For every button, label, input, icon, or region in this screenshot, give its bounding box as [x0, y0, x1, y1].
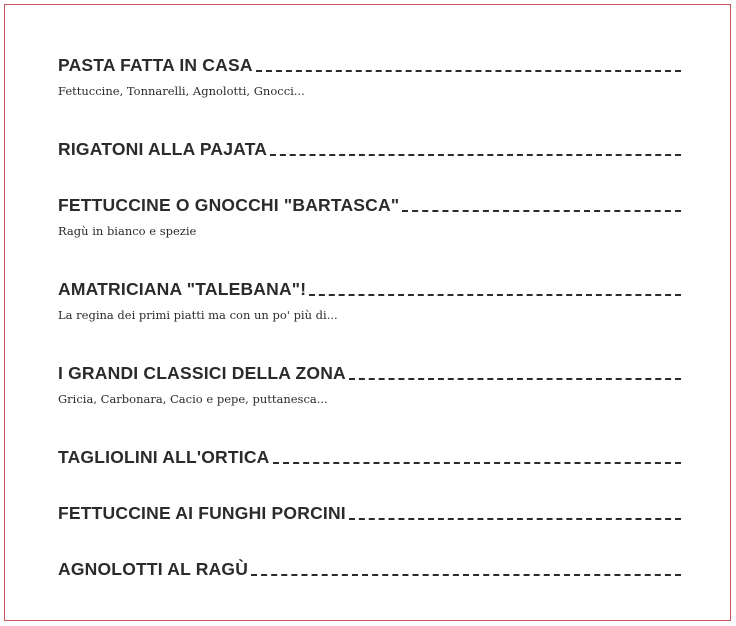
menu-frame — [4, 4, 731, 621]
menu-item — [58, 359, 681, 406]
menu-item-name: RIGATONI ALLA PAJATA — [58, 139, 268, 159]
menu-item — [58, 275, 681, 322]
menu-item-name: I GRANDI CLASSICI DELLA ZONA — [58, 363, 346, 383]
dotted-leader — [349, 378, 681, 380]
dotted-leader — [273, 462, 681, 464]
menu-item-row — [58, 555, 681, 579]
menu-item-row — [58, 191, 681, 215]
menu-item-name: AGNOLOTTI AL RAGÙ — [58, 559, 249, 579]
menu-item-name: TAGLIOLINI ALL'ORTICA — [58, 447, 270, 467]
dotted-leader — [402, 210, 681, 212]
menu-item — [58, 499, 681, 523]
menu-item-row — [58, 275, 681, 299]
menu-item — [58, 51, 681, 98]
dotted-leader — [349, 518, 681, 520]
dotted-leader — [251, 574, 681, 576]
menu-item — [58, 191, 681, 238]
menu-item-description: Gricia, Carbonara, Cacio e pepe, puttanesca... — [58, 392, 328, 406]
menu-item — [58, 135, 681, 159]
menu-item — [58, 555, 681, 579]
menu-item-name: FETTUCCINE O GNOCCHI "BARTASCA" — [58, 195, 400, 215]
dotted-leader — [270, 154, 681, 156]
menu-item-row — [58, 135, 681, 159]
menu-item-row — [58, 51, 681, 75]
menu-item-name: AMATRICIANA "TALEBANA"! — [58, 279, 307, 299]
menu-item-description: Ragù in bianco e spezie — [58, 224, 197, 238]
menu-item-row — [58, 359, 681, 383]
dotted-leader — [256, 70, 681, 72]
dotted-leader — [309, 294, 681, 296]
menu-item-name: PASTA FATTA IN CASA — [58, 55, 253, 75]
menu-item-row — [58, 499, 681, 523]
menu-item-description: Fettuccine, Tonnarelli, Agnolotti, Gnocci... — [58, 84, 305, 98]
menu-item — [58, 443, 681, 467]
menu-item-description: La regina dei primi piatti ma con un po' più di... — [58, 308, 338, 322]
menu-item-name: FETTUCCINE AI FUNGHI PORCINI — [58, 503, 346, 523]
menu-item-row — [58, 443, 681, 467]
